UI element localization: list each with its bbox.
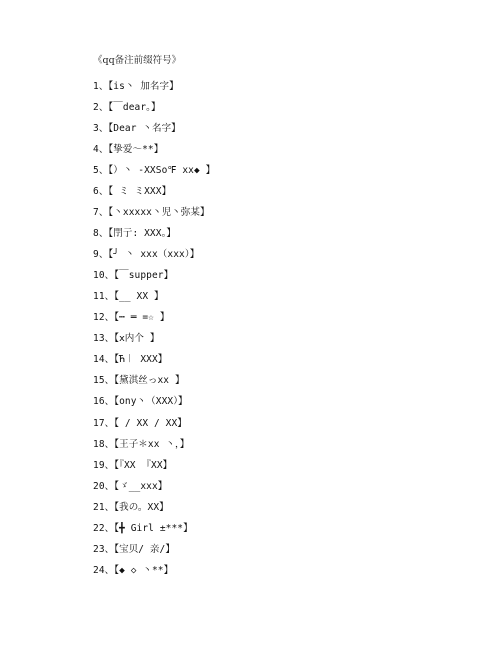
list-item: 19、【『XX 『XX】 [93, 459, 173, 471]
list-item: 22、【╋ Girl ±***】 [93, 522, 193, 534]
list-item: 17、【 / XX / XX】 [93, 417, 187, 429]
list-item: 4、【挚爱～**】 [93, 144, 164, 156]
list-item: 12、【┅ ═ =☆ 】 [93, 312, 170, 324]
list-item: 14、【Ћ︱ XXX】 [93, 354, 168, 366]
list-item: 2、【￣dear。】 [93, 102, 161, 114]
list-item: 5、【）丶 -XXSo℉ xx◆ 】 [93, 165, 216, 177]
list-item: 13、【ⅹ内个 】 [93, 333, 160, 345]
list-item: 20、【ゞ__xxx】 [93, 480, 168, 492]
prefix-symbol-list [93, 80, 215, 585]
list-item: 9、【╯ 丶 xxx（xxx）】 [93, 249, 200, 261]
list-item: 3、【Dear 丶名字】 [93, 123, 181, 135]
list-item: 8、【閅亍: XXX。】 [93, 228, 177, 240]
list-item: 11、【__ XX 】 [93, 291, 164, 303]
list-item: 24、【◆ ◇ 丶**】 [93, 564, 174, 576]
list-item: 10、【￣supper】 [93, 270, 174, 282]
list-item: 23、【宝贝/ 亲/】 [93, 543, 175, 555]
list-item: 1、【is丶 加名字】 [93, 81, 179, 92]
list-item: 15、【黛淇丝っxx 】 [93, 375, 185, 387]
list-item: 6、【 ミ ミXXX】 [93, 186, 172, 198]
list-item: 21、【我の。XX】 [93, 501, 169, 513]
list-item: 7、【丶xxxxx丶児丶弥某】 [93, 207, 210, 219]
list-item: 16、【ony丶（XXX）】 [93, 396, 188, 408]
list-item: 18、【王子＊xx 丶，】 [93, 438, 190, 450]
document-title: 《qq备注前缀符号》 [93, 55, 182, 66]
